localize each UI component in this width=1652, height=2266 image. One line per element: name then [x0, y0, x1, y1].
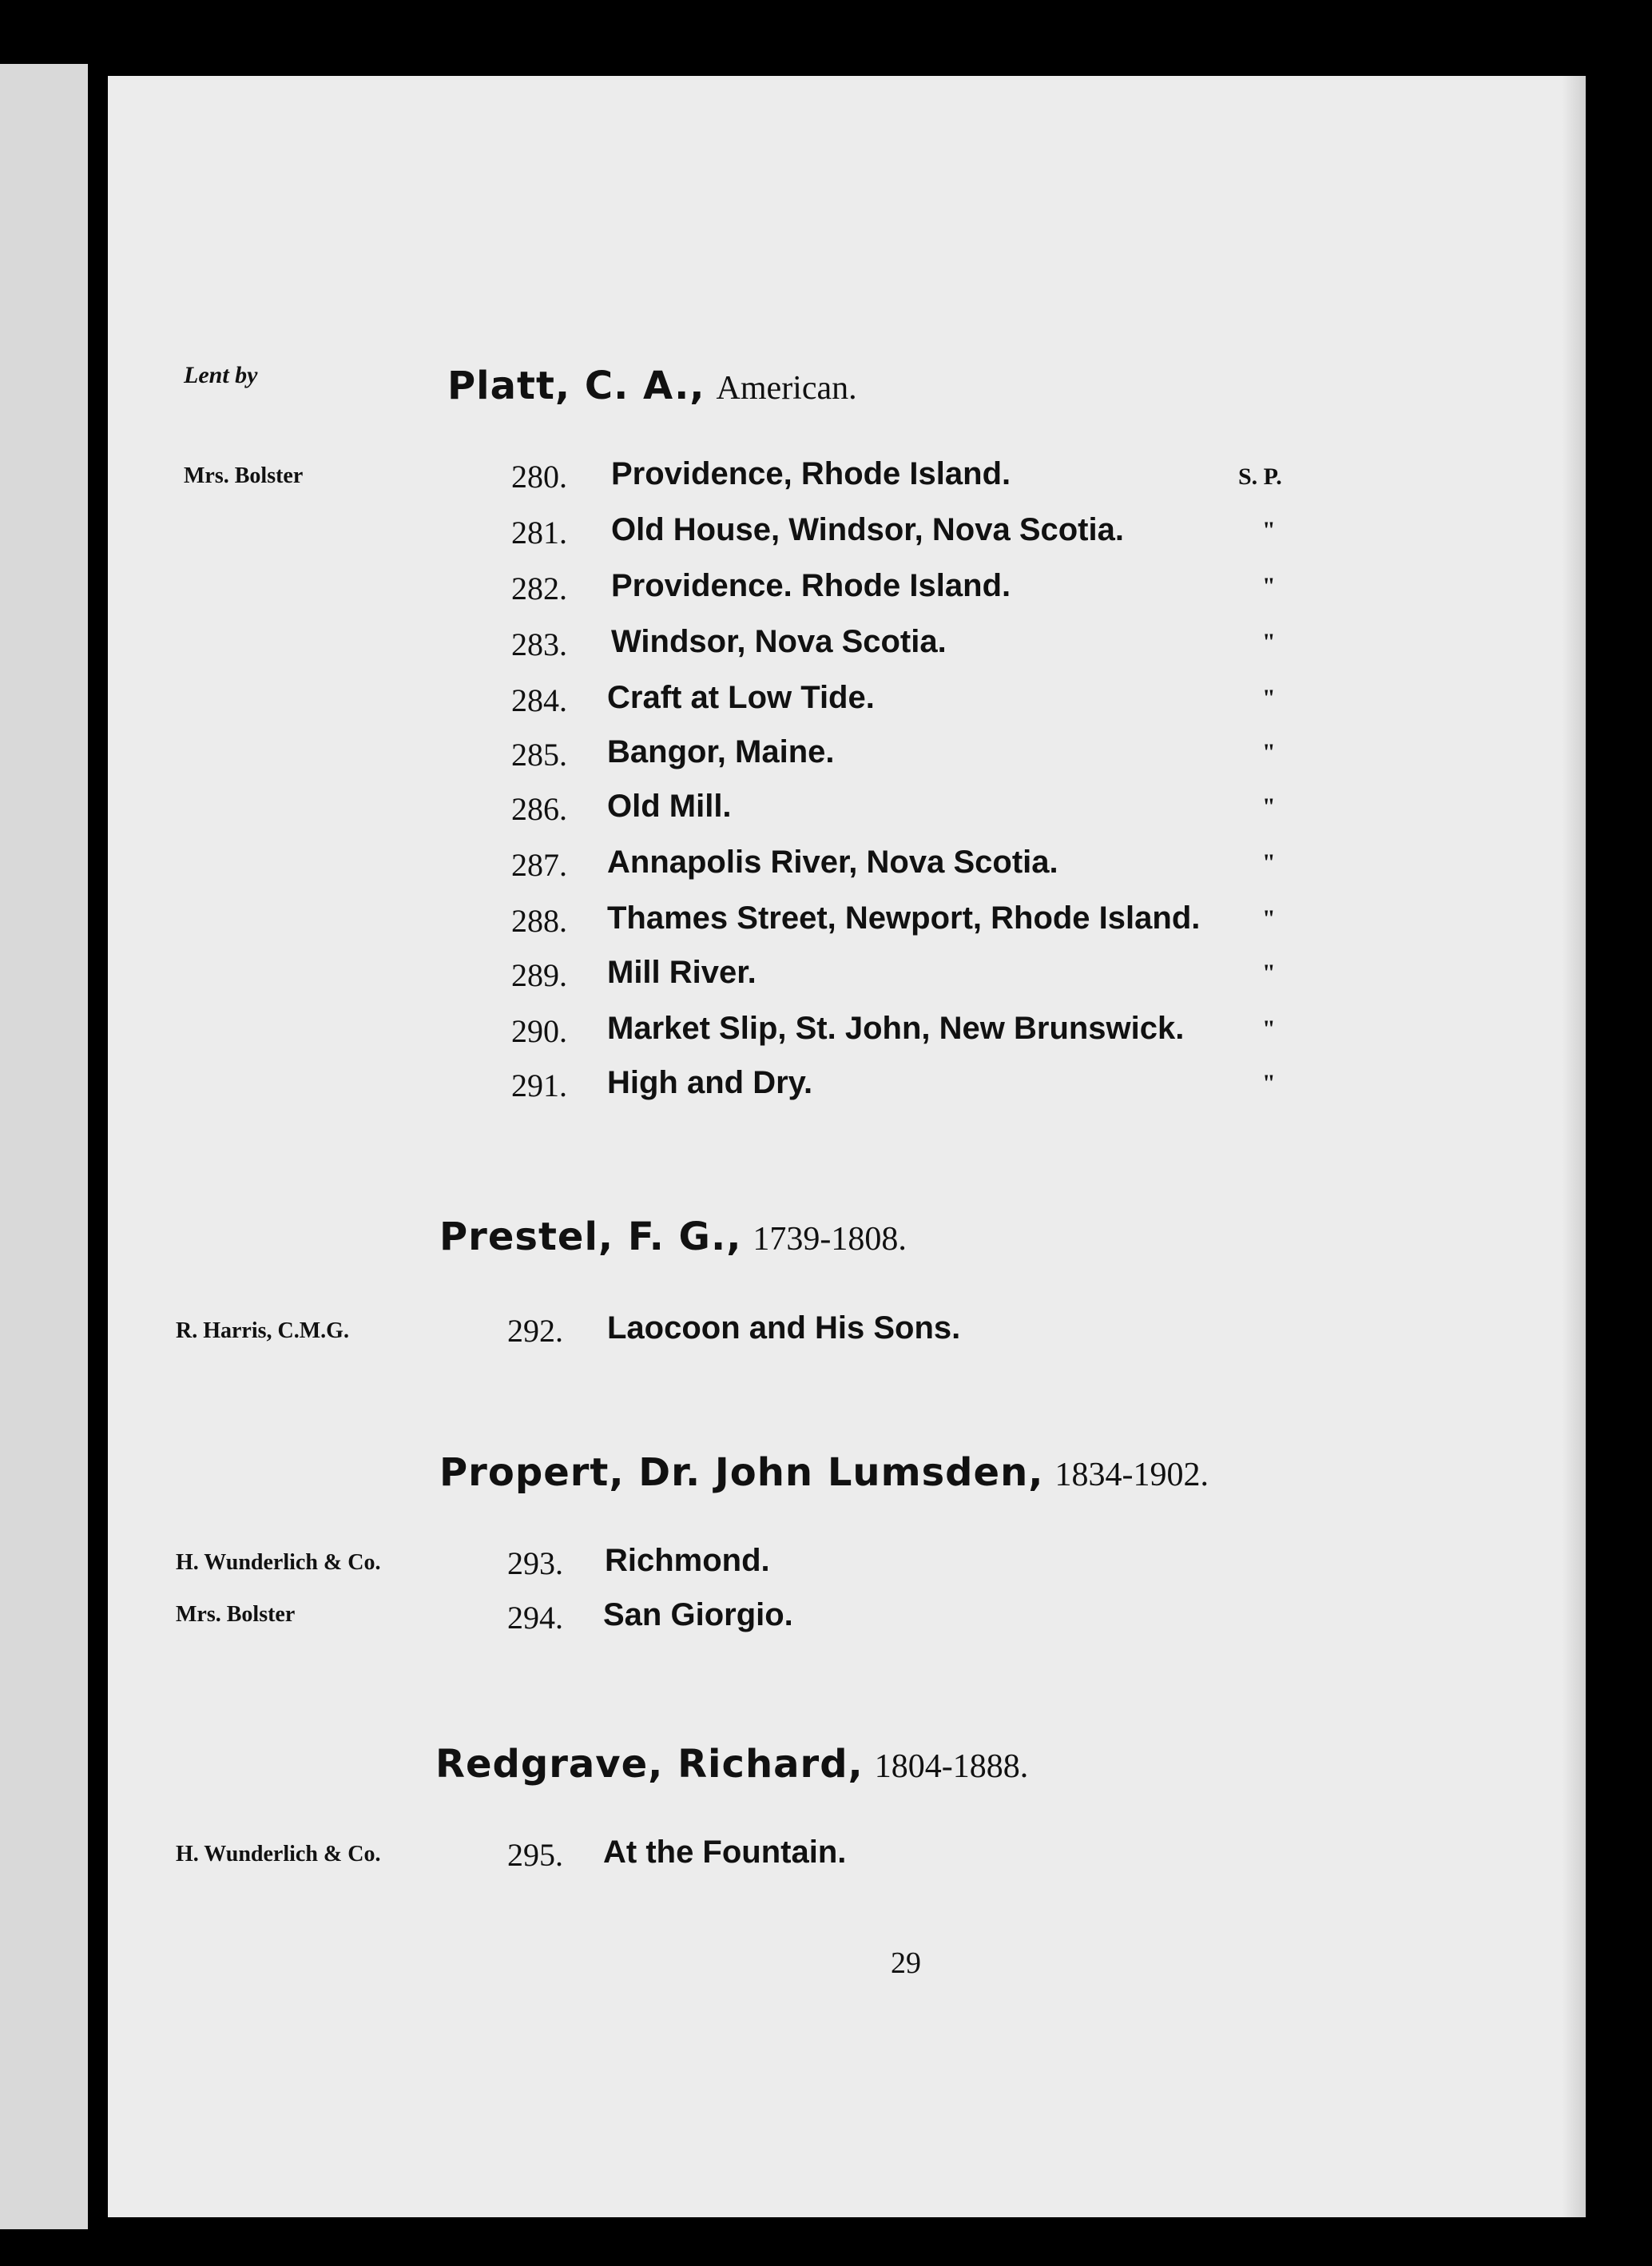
entry-title: Market Slip, St. John, New Brunswick. [607, 1011, 1185, 1046]
entry-title: Old House, Windsor, Nova Scotia. [611, 512, 1124, 547]
entry-title: Mill River. [607, 955, 757, 990]
facing-page-edge [0, 64, 88, 2229]
entry-title: Laocoon and His Sons. [607, 1310, 961, 1346]
artist-name: Propert, Dr. John Lumsden, [439, 1450, 1044, 1495]
entry-title: Windsor, Nova Scotia. [611, 624, 947, 659]
entry-number: 292. [507, 1313, 563, 1349]
page-number: 29 [891, 1946, 921, 1980]
artist-heading [447, 364, 857, 408]
artist-dates: 1834-1902. [1054, 1457, 1209, 1493]
lender-name: R. Harris, C.M.G. [176, 1318, 349, 1343]
entry-number: 293. [507, 1545, 563, 1581]
entry-title: Thames Street, Newport, Rhode Island. [607, 900, 1201, 936]
entry-number: 291. [511, 1067, 567, 1103]
entry-note: " [1262, 1016, 1276, 1042]
artist-dates: 1739-1808. [753, 1221, 907, 1258]
entry-number: 295. [507, 1837, 563, 1873]
entry-number: 287. [511, 847, 567, 883]
artist-dates: American. [716, 370, 857, 407]
lender-name: Mrs. Bolster [176, 1602, 296, 1627]
entry-note: " [1262, 517, 1276, 543]
entry-title: Craft at Low Tide. [607, 680, 875, 715]
entry-number: 282. [511, 570, 567, 606]
artist-name: Prestel, F. G., [439, 1214, 742, 1259]
entry-title: Providence. Rhode Island. [611, 568, 1011, 603]
artist-heading [439, 1214, 907, 1259]
entry-title: Old Mill. [607, 789, 732, 824]
artist-heading [435, 1742, 1028, 1787]
entry-number: 290. [511, 1013, 567, 1049]
entry-title: At the Fountain. [603, 1835, 847, 1870]
entry-note: " [1262, 905, 1276, 932]
entry-title: Annapolis River, Nova Scotia. [607, 845, 1058, 880]
page-edge-shadow [1562, 76, 1586, 2217]
entry-note: S. P. [1238, 463, 1282, 490]
entry-number: 281. [511, 515, 567, 551]
entry-number: 288. [511, 903, 567, 939]
artist-name: Redgrave, Richard, [435, 1742, 864, 1787]
lent-by-column-label: Lent by [184, 362, 258, 388]
entry-number: 283. [511, 626, 567, 662]
artist-dates: 1804-1888. [874, 1748, 1029, 1785]
entry-title: Richmond. [605, 1543, 770, 1578]
entry-note: " [1262, 960, 1276, 986]
entry-note: " [1262, 739, 1276, 765]
entry-title: Bangor, Maine. [607, 734, 835, 769]
entry-note: " [1262, 573, 1276, 599]
entry-number: 289. [511, 957, 567, 993]
artist-name: Platt, C. A., [447, 364, 705, 408]
catalogue-page [108, 76, 1586, 2217]
lender-name: Mrs. Bolster [184, 463, 304, 488]
entry-number: 285. [511, 737, 567, 773]
entry-number: 294. [507, 1600, 563, 1636]
entry-note: " [1262, 629, 1276, 655]
entry-note: " [1262, 849, 1276, 876]
lender-name: H. Wunderlich & Co. [176, 1842, 381, 1866]
lender-name: H. Wunderlich & Co. [176, 1550, 381, 1575]
entry-title: San Giorgio. [603, 1597, 793, 1632]
entry-note: " [1262, 1070, 1276, 1096]
entry-title: High and Dry. [607, 1065, 813, 1100]
entry-number: 284. [511, 682, 567, 718]
entry-number: 280. [511, 459, 567, 495]
artist-heading [439, 1450, 1209, 1495]
entry-number: 286. [511, 791, 567, 827]
entry-note: " [1262, 685, 1276, 711]
entry-title: Providence, Rhode Island. [611, 456, 1011, 491]
entry-note: " [1262, 793, 1276, 820]
